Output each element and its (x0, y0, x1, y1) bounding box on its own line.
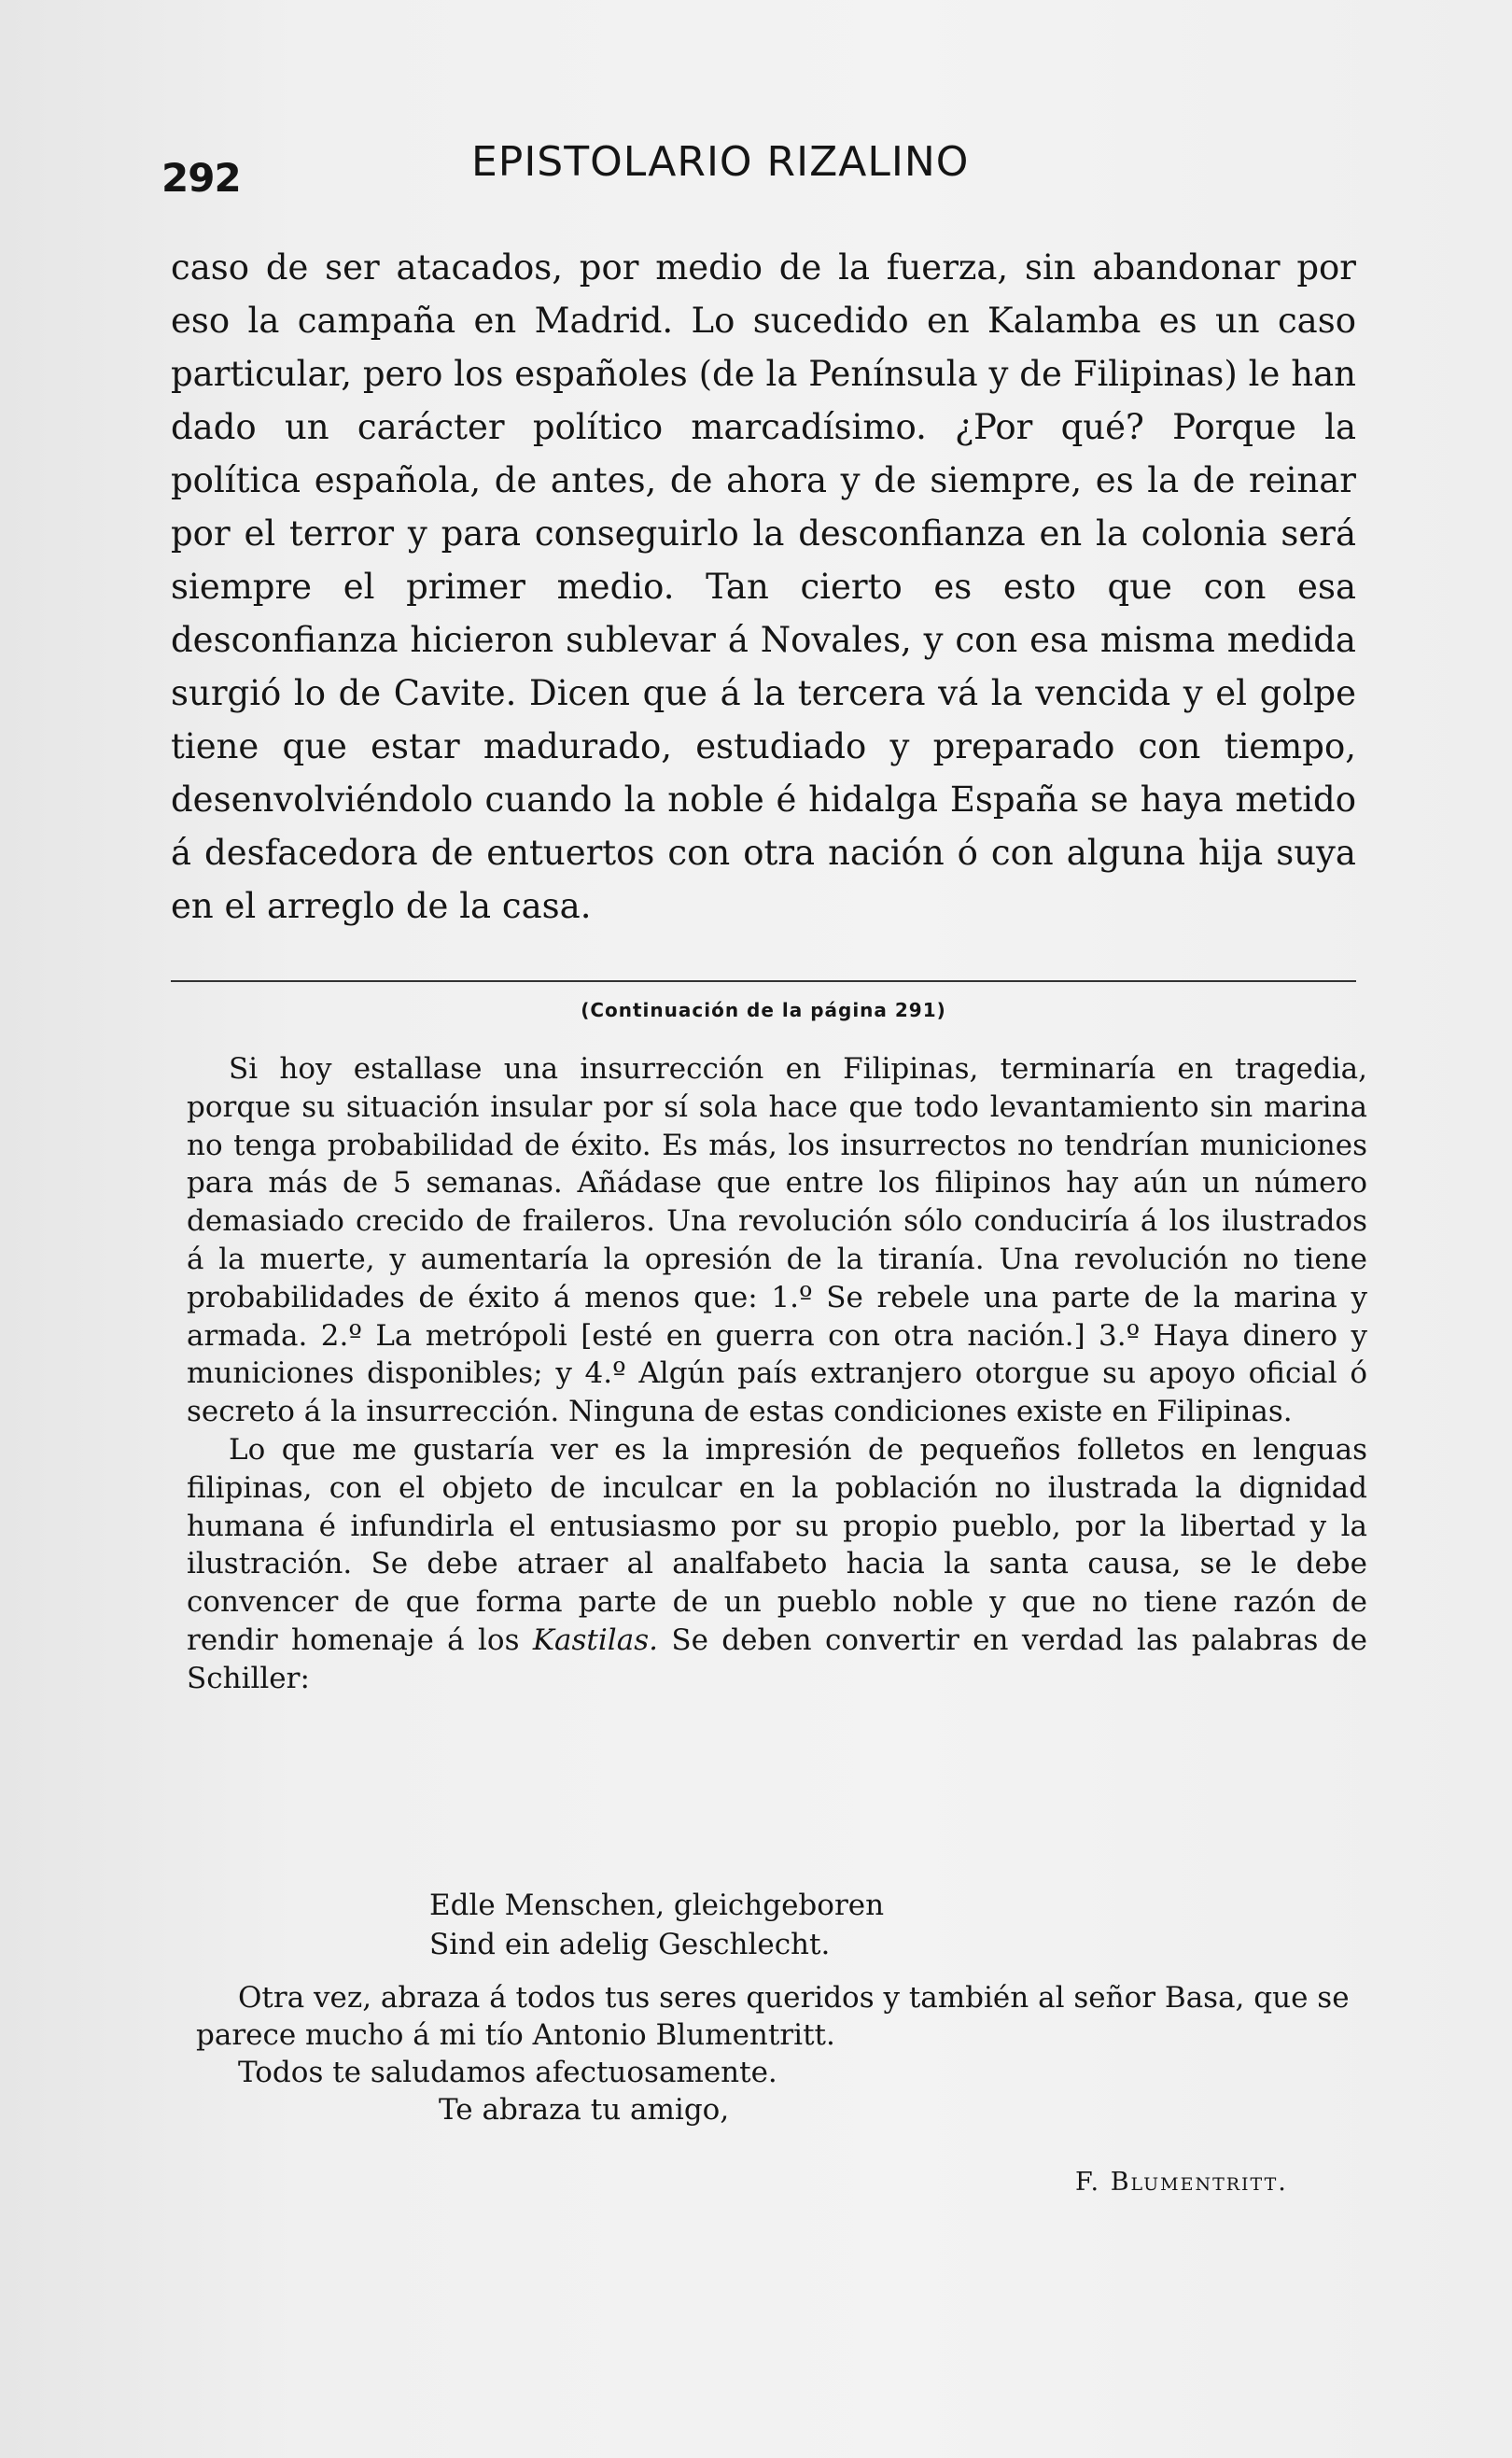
page-header (154, 138, 1367, 204)
verse-line: Sind ein adelig Geschlecht. (429, 1928, 831, 1961)
verse-line: Edle Menschen, gleichgeboren (429, 1889, 885, 1922)
closing-block (196, 1979, 1367, 2128)
main-text-block (171, 241, 1356, 933)
closing-greeting: Otra vez, abraza á todos tus seres queridos y también al señor Basa, que se parece mucho á mi tío Antonio Blumentritt. (196, 1981, 1350, 2052)
schiller-verse (429, 1886, 884, 1964)
kastilas-italic: Kastilas. (532, 1622, 658, 1657)
main-paragraph: caso de ser atacados, por medio de la fuerza, sin abandonar por eso la campaña en Madrid. Lo sucedido en Kalamba es un caso particular, pero los españoles (de la Península y de Filipinas) le han dado un carácter político marcadísimo. ¿Por qué? Porque la política española, de antes, de ahora y de siempre, es la de reinar por el terror y para conseguirlo la desconfianza en la colonia será siempre el primer medio. Tan cierto es esto que con esa desconfianza hicieron sublevar á Novales, y con esa misma medida surgió lo de Cavite. Dicen que á la tercera vá la vencida y el golpe tiene que estar madurado, estudiado y preparado con tiempo, desenvolviéndolo cuando la noble é hidalga España se haya metido á desfacedora de entuertos con otra nación ó con alguna hija suya en el arreglo de la casa. (171, 247, 1356, 926)
running-title: EPISTOLARIO RIZALINO (471, 138, 970, 186)
paragraph-pamphlets-part-a: Lo que me gustaría ver es la impresión de pequeños folletos en lenguas filipinas, con el objeto de inculcar en la población no ilustrada la dignidad humana é infundirla el entusiasmo por su propio pueblo, por la libertad y la ilustración. Se debe atraer al analfabeto hacia la santa causa, se le debe convencer de que forma parte de un pueblo noble y que no tiene razón de rendir homenaje á los (187, 1432, 1367, 1657)
paragraph-pamphlets-part-b: Se deben convertir en verdad las palabras de Schiller: (187, 1622, 1368, 1695)
continuation-note: (Continuación de la página 291) (581, 999, 946, 1021)
signature: F. Blumentritt. (1075, 2168, 1288, 2197)
paragraph-insurrection: Si hoy estallase una insurrección en Filipinas, terminaría en tragedia, porque su situación insular por sí sola hace que todo levantamiento sin marina no tenga probabilidad de éxito. Es más, los insurrectos no tendrían municiones para más de 5 semanas. Añádase que entre los filipinos hay aún un número demasiado crecido de fraileros. Una revolución sólo conduciría á los ilustrados á la muerte, y aumentaría la opresión de la tiranía. Una revolución no tiene probabilidades de éxito á menos que: 1.º Se rebele una parte de la marina y armada. 2.º La metrópoli [esté en guerra con otra nación.] 3.º Haya dinero y municiones disponibles; y 4.º Algún país extranjero otorgue su apoyo oficial ó secreto á la insurrección. Ninguna de estas condiciones existe en Filipinas. (187, 1052, 1367, 1429)
closing-salutation: Todos te saludamos afectuosamente. (238, 2056, 777, 2089)
closing-valediction: Te abraza tu amigo, (439, 2093, 730, 2127)
divider-rule (171, 980, 1356, 982)
page-number: 292 (161, 155, 241, 201)
paragraph-pamphlets (187, 1431, 1367, 1698)
continued-text-block (187, 1050, 1367, 1698)
